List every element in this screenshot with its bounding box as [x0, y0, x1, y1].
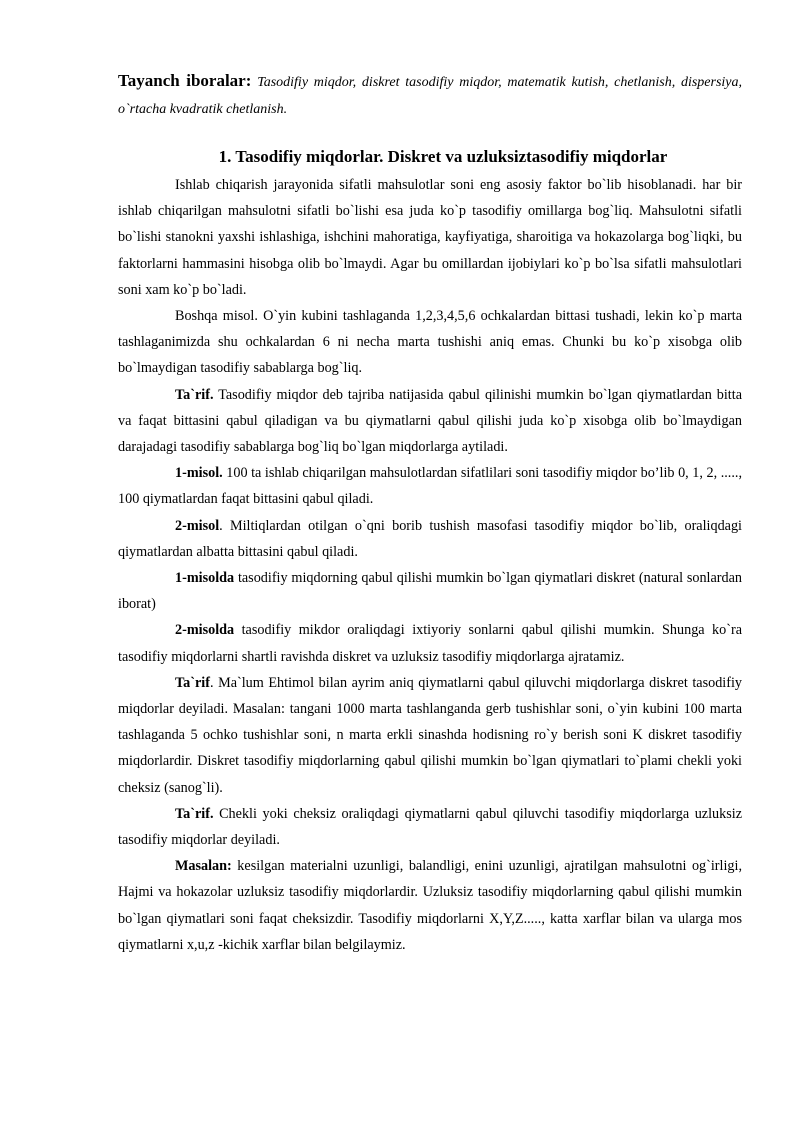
- paragraph-example-1-note: 1-misolda tasodifiy miqdorning qabul qilishi mumkin bo`lgan qiymatlari diskret (natural sonlardan iborat): [118, 570, 742, 613]
- paragraph-1: Ishlab chiqarish jarayonida sifatli mahsulotlar soni eng asosiy faktor bo`lib hisoblanadi. har bir ishlab chiqarilgan mahsulotni sifatli bo`lishi esa juda ko`p tasodifiy omillarga bog`liq. Mahsulotni sifatli bo`lishi stanokni yaxshi ishlashiga, ishchini mahoratiga, kayfiyatiga, sharoitiga va hokazolarga bog`liqki, bu faktorlarni hammasini hisobga olib bo`lmaydi. Agar bu omillardan ijobiylari ko`p bo`lsa sifatli mahsulotlari soni xam ko`p bo`ladi.: [118, 177, 742, 298]
- document-page: [118, 68, 742, 958]
- paragraph-definition-2: Ta`rif. Ma`lum Ehtimol bilan ayrim aniq qiymatlarni qabul qiluvchi miqdorlarga diskret tasodifiy miqdorlar deyiladi. Masalan: tangani 1000 marta tashlanganda gerb tushishlar soni, o`yin kubini 100 marta tashlaganda 5 ochko tushishlar soni, n marta erkli sinashda hodisning ro`y berish soni K diskret tasodifiy miqdorlardir. Diskret tasodifiy miqdorlarning qabul qilishi mumkin bo`lgan qiymatlari to`plami chekli yoki cheksiz (sanog`li).: [118, 674, 742, 796]
- keywords-label: Tayanch iboralar:: [118, 71, 252, 90]
- paragraph-definition-1: Ta`rif. Tasodifiy miqdor deb tajriba natijasida qabul qilinishi mumkin bo`lgan qiymatlardan bitta va faqat bittasini qabul qiladigan va bu qiymatlarni qabul qilishi juda ko`p xisobga olib bo`lmaydigan darajadagi tasodifiy sabablarga bog`liq bo`lgan miqdorlarga aytiladi.: [118, 386, 742, 456]
- paragraph-2: Boshqa misol. O`yin kubini tashlaganda 1,2,3,4,5,6 ochkalardan bittasi tushadi, lekin ko`p marta tashlaganimizda shu ochkalardan 6 ni necha marta tushishi aniq emas. Chunki bu ko`p xisobga olib bo`lmaydigan tasodifiy sabablarga bog`liq.: [118, 308, 742, 377]
- paragraph-example-1: 1-misol. 100 ta ishlab chiqarilgan mahsulotlardan sifatlilari soni tasodifiy miqdor bo’lib 0, 1, 2, ....., 100 qiymatlardan faqat bittasini qabul qiladi.: [118, 465, 742, 508]
- section-title: 1. Tasodifiy miqdorlar. Diskret va uzluksiztasodifiy miqdorlar: [218, 147, 668, 166]
- keywords-block: [118, 68, 742, 123]
- paragraph-definition-3: Ta`rif. Chekli yoki cheksiz oraliqdagi qiymatlarni qabul qiluvchi tasodifiy miqdorlarga uzluksiz tasodifiy miqdorlar deyiladi.: [118, 805, 742, 849]
- keywords-text: Tasodifiy miqdor, diskret tasodifiy miqdor, matematik kutish, chetlanish, dispersiya, o`rtacha kvadratik chetlanish.: [118, 75, 743, 117]
- paragraph-example-2-note: 2-misolda tasodifiy mikdor oraliqdagi ixtiyoriy sonlarni qabul qilishi mumkin. Shunga ko`ra tasodifiy miqdorlarni shartli ravishda diskret va uzluksiz tasodifiy miqdorlarga ajratamiz.: [118, 622, 742, 665]
- paragraph-examples: Masalan: kesilgan materialni uzunligi, balandligi, enini uzunligi, ajratilgan mahsulotni og`irligi, Hajmi va hokazolar uzluksiz tasodifiy miqdorlardir. Uzluksiz tasodifiy miqdorlarning qabul qilishi mumkin bo`lgan qiymatlari soni faqat cheksizdir. Tasodifiy miqdorlarni X,Y,Z....., katta xarflar bilan va ularga mos qiymatlarni x,u,z -kichik xarflar bilan belgilaymiz.: [118, 858, 742, 953]
- paragraph-example-2: 2-misol. Miltiqlardan otilgan o`qni borib tushish masofasi tasodifiy miqdor bo`lib, oraliqdagi qiymatlardan albatta bittasini qabul qiladi.: [118, 517, 742, 560]
